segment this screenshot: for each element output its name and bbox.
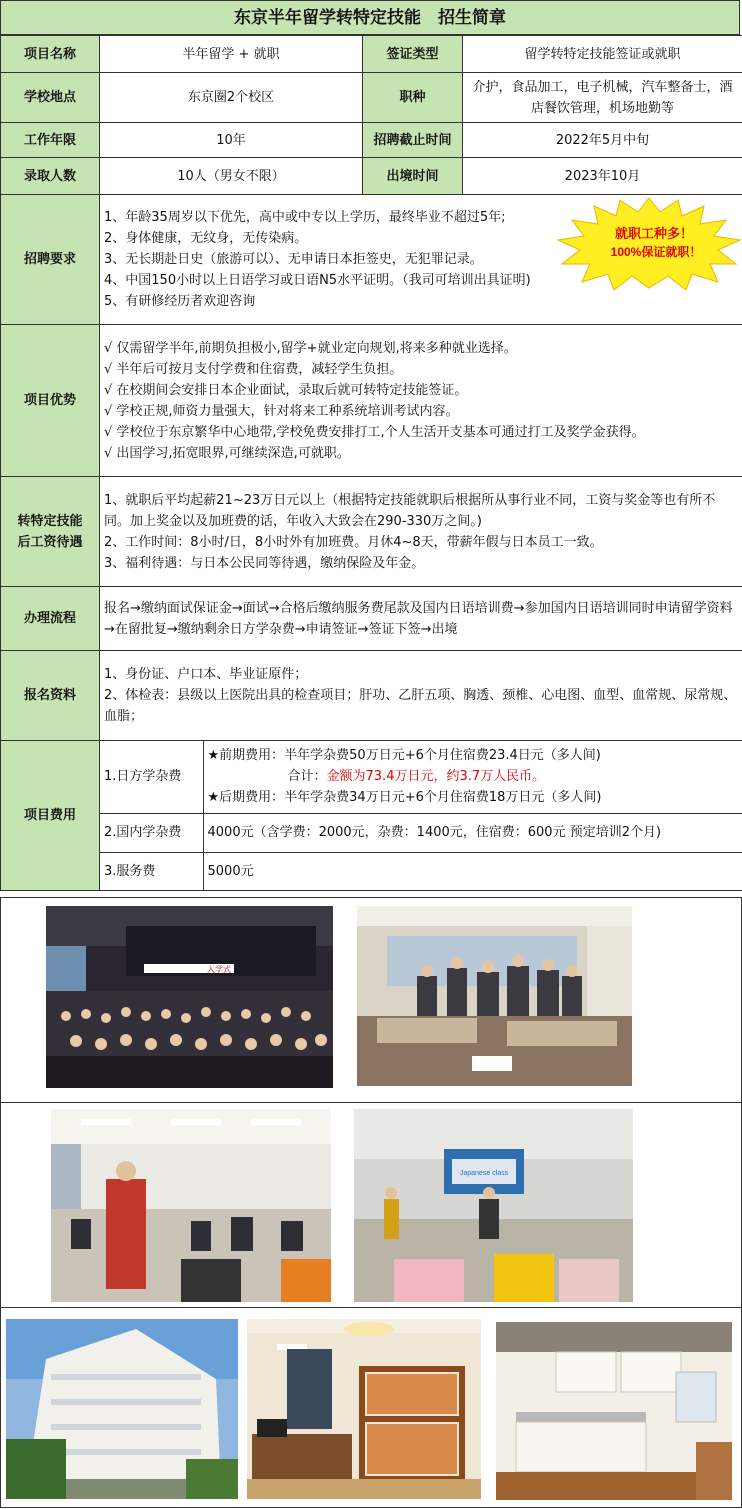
school-label: 学校地点: [1, 73, 100, 123]
school-value: 东京圈2个校区: [100, 73, 363, 123]
list-item: √ 学校正规,师资力量强大，针对将来工种系统培训考试内容。: [104, 403, 459, 419]
total-amount: 金额为73.4万日元，约3.7万人民币。: [326, 769, 546, 785]
dormitory-room-photo: [247, 1319, 481, 1499]
advantages-list: [100, 325, 742, 477]
process-text: 报名→缴纳面试保证金→面试→合格后缴纳服务费尾款及国内日语培训费→参加国内日语培训同时申请留学资料→在留批复→缴纳剩余日方学杂费→申请签证→签证下签→出境: [100, 587, 742, 651]
salary-label-line: 后工资待遇: [17, 534, 83, 550]
classroom-group-photo: [357, 906, 632, 1086]
slide-text: Japanese class: [459, 1170, 509, 1177]
seminar-image: [354, 1109, 633, 1302]
table-row: [1, 325, 742, 477]
domestic-fee-label: 2.国内学杂费: [100, 813, 203, 852]
list-item: 2、工作时间：8小时/日，8小时外有加班费。月休4~8天，带薪年假与日本员工一致。: [104, 534, 603, 550]
kitchen-image: [496, 1322, 732, 1500]
service-fee-value: 5000元: [203, 852, 742, 890]
project-name-label: 项目名称: [1, 36, 100, 73]
years-value: 10年: [100, 123, 363, 158]
advantages-label: 项目优势: [1, 325, 100, 477]
list-item: 1、年龄35周岁以下优先，高中或中专以上学历，最终毕业不超过5年;: [104, 210, 506, 225]
table-row: [100, 741, 742, 813]
job-label: 职种: [363, 73, 463, 123]
table-row: [1, 477, 742, 587]
project-name-value: 半年留学 + 就职: [100, 36, 363, 73]
list-item: 3、无长期赴日史（旅游可以）、无申请日本拒签史，无犯罪记录。: [104, 252, 483, 267]
divider: [0, 897, 1, 1508]
visa-label: 签证类型: [363, 36, 463, 73]
list-item: 1、就职后平均起薪21~23万日元以上（根据特定技能就职后根据所从事行业不同，工资与奖金等也有所不同。加上奖金以及加班费的话，年收入大致会在290-330万之间。): [104, 492, 716, 529]
documents-label: 报名资料: [1, 651, 100, 741]
japan-fee-line: ★后期费用：半年学杂费34万日元+6个月住宿费18万日元（多人间): [207, 790, 602, 806]
deadline-value: 2022年5月中旬: [463, 123, 742, 158]
job-value: 介护，食品加工，电子机械，汽车整备士，酒店餐饮管理，机场地勤等: [463, 73, 742, 123]
ceremony-sign: 入学式: [207, 965, 231, 974]
salary-list: [100, 477, 742, 587]
list-item: 2、体检表：县级以上医院出具的检查项目；肝功、乙肝五项、胸透、颈椎、心电图、血型、血常规、尿常规、血脂；: [104, 688, 737, 724]
salary-label: [1, 477, 100, 587]
service-fee-label: 3.服务费: [100, 852, 203, 890]
divider: [0, 1307, 742, 1308]
lecture-hall-image: [51, 1109, 331, 1302]
starburst-icon: [556, 196, 742, 290]
requirements-label: 招聘要求: [1, 195, 100, 325]
page-title: 东京半年留学转特定技能 招生简章: [0, 0, 740, 35]
table-row: [1, 36, 742, 73]
table-row: [1, 651, 742, 741]
dormitory-building-photo: [6, 1319, 238, 1499]
visa-value: 留学转特定技能签证或就职: [463, 36, 742, 73]
count-label: 录取人数: [1, 158, 100, 195]
salary-label-line: 转特定技能: [17, 513, 83, 529]
list-item: √ 仅需留学半年,前期负担极小,留学+就业定向规划,将来多种就业选择。: [104, 340, 517, 356]
burst-line-1: 就职工种多！: [614, 226, 694, 241]
ceremony-photo: [46, 906, 333, 1088]
building-image: [6, 1319, 238, 1499]
list-item: 2、身体健康，无纹身，无传染病。: [104, 231, 308, 246]
info-table: [0, 35, 742, 891]
fees-cell: [100, 741, 742, 891]
kitchen-photo: [496, 1322, 732, 1500]
table-row: [1, 73, 742, 123]
promo-starburst: [556, 196, 742, 290]
documents-list: [100, 651, 742, 741]
table-row: [100, 852, 742, 890]
lecture-hall-photo: [51, 1109, 331, 1302]
deadline-label: 招聘截止时间: [363, 123, 463, 158]
list-item: √ 出国学习,拓宽眼界,可继续深造,可就职。: [104, 445, 350, 461]
japan-fee-detail: [203, 741, 742, 813]
table-row: [1, 741, 742, 891]
domestic-fee-value: 4000元（含学费：2000元，杂费：1400元，住宿费：600元 预定培训2个月): [203, 813, 742, 852]
years-label: 工作年限: [1, 123, 100, 158]
fees-label: 项目费用: [1, 741, 100, 891]
divider: [0, 897, 742, 898]
depart-value: 2023年10月: [463, 158, 742, 195]
table-row: [1, 587, 742, 651]
list-item: √ 在校期间会安排日本企业面试，录取后就可转特定技能签证。: [104, 382, 468, 398]
seminar-photo: [354, 1109, 633, 1302]
divider: [0, 1507, 742, 1508]
classroom-group-image: [357, 906, 632, 1086]
list-item: 1、身份证、户口本、毕业证原件；: [104, 667, 308, 682]
divider: [0, 1102, 742, 1103]
fees-table: [100, 741, 742, 890]
total-prefix: 合计：: [287, 769, 327, 785]
list-item: 4、中国150小时以上日语学习或日语N5水平证明。（我司可培训出具证明): [104, 273, 531, 288]
process-label: 办理流程: [1, 587, 100, 651]
list-item: 3、福利待遇：与日本公民同等待遇，缴纳保险及年金。: [104, 555, 425, 571]
table-row: [1, 158, 742, 195]
list-item: 5、有研修经历者欢迎咨询: [104, 294, 256, 309]
burst-line-2: 100%保证就职！: [610, 245, 702, 259]
japan-fee-line: ★前期费用：半年学杂费50万日元+6个月住宿费23.4日元（多人间): [207, 748, 601, 764]
table-row: [100, 813, 742, 852]
table-row: [1, 123, 742, 158]
count-value: 10人（男女不限）: [100, 158, 363, 195]
dorm-room-image: [247, 1319, 481, 1499]
japan-fee-label: 1.日方学杂费: [100, 741, 203, 813]
japan-fee-total: [208, 766, 739, 787]
list-item: √ 学校位于东京繁华中心地带,学校免费安排打工,个人生活开支基本可通过打工及奖学金获得。: [104, 424, 645, 440]
ceremony-image: [46, 906, 333, 1088]
list-item: √ 半年后可按月支付学费和住宿费，减轻学生负担。: [104, 361, 403, 377]
depart-label: 出境时间: [363, 158, 463, 195]
